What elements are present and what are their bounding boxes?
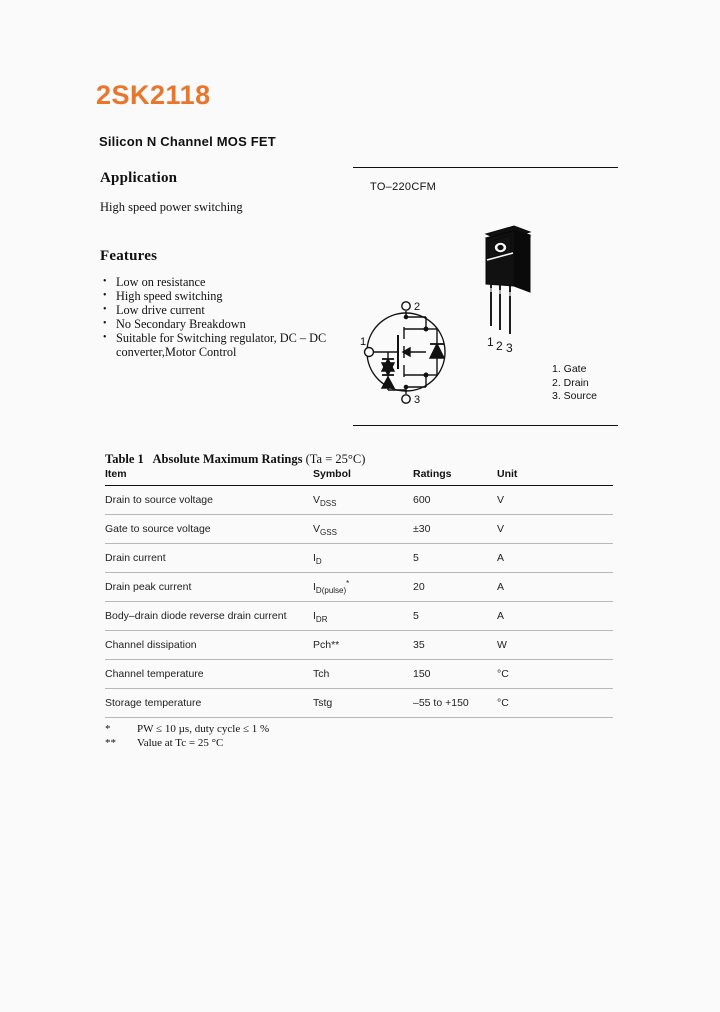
- cell-item: Drain to source voltage: [105, 486, 313, 515]
- page-title: 2SK2118: [96, 80, 211, 110]
- panel-top-divider: [353, 167, 618, 168]
- cell-symbol: Tstg: [313, 689, 413, 718]
- cell-item: Channel dissipation: [105, 631, 313, 660]
- list-item: • Suitable for Switching regulator, DC – DC converter,Motor Control: [102, 332, 352, 359]
- list-item: • Low on resistance: [102, 276, 352, 290]
- pin-legend-item-2: 2. Drain: [552, 376, 589, 389]
- cell-symbol: Tch: [313, 660, 413, 689]
- cell-rating: 20: [413, 573, 497, 602]
- cell-item: Body–drain diode reverse drain current: [105, 602, 313, 631]
- page-subtitle: Silicon N Channel MOS FET: [99, 134, 276, 149]
- package-pin-number-2: 2: [496, 339, 503, 352]
- table-row: [105, 544, 613, 573]
- application-heading: Application: [100, 170, 178, 186]
- cell-rating: 35: [413, 631, 497, 660]
- footnote-text: Value at Tc = 25 °C: [137, 737, 224, 749]
- list-item: • No Secondary Breakdown: [102, 318, 352, 332]
- table-row: [105, 660, 613, 689]
- cell-unit: °C: [497, 689, 613, 718]
- cell-item: Drain current: [105, 544, 313, 573]
- schematic-terminal-1-label: 1: [360, 336, 367, 348]
- cell-symbol: $I_{D(pulse)}^*$: [313, 573, 413, 602]
- cell-rating: 5: [413, 544, 497, 573]
- absolute-maximum-ratings-table: [105, 468, 613, 718]
- table-row: [105, 631, 613, 660]
- footnote-row: [105, 736, 269, 750]
- cell-unit: W: [497, 631, 613, 660]
- features-heading: Features: [100, 248, 158, 264]
- package-outline-drawing: [470, 222, 550, 352]
- cell-unit: V: [497, 515, 613, 544]
- package-pin-number-1: 1: [487, 335, 494, 349]
- panel-bottom-divider: [353, 425, 618, 426]
- column-header-symbol: Symbol: [313, 468, 413, 486]
- cell-symbol: $I_{DR}$: [313, 602, 413, 631]
- cell-item: Drain peak current: [105, 573, 313, 602]
- cell-rating: ±30: [413, 515, 497, 544]
- table-row: [105, 515, 613, 544]
- footnote-mark: *: [105, 723, 111, 735]
- cell-rating: –55 to +150: [413, 689, 497, 718]
- list-item: • Low drive current: [102, 304, 352, 318]
- table-row: [105, 573, 613, 602]
- list-item: • High speed switching: [102, 290, 352, 304]
- cell-unit: A: [497, 573, 613, 602]
- cell-symbol: $V_{DSS}$: [313, 486, 413, 515]
- table-caption: [105, 452, 365, 467]
- package-pin-number-3: 3: [506, 341, 513, 352]
- mosfet-schematic-symbol: [352, 295, 472, 420]
- cell-item: Gate to source voltage: [105, 515, 313, 544]
- table-caption-label: Table 1: [105, 452, 144, 466]
- cell-symbol: $V_{GSS}$: [313, 515, 413, 544]
- table-footnotes: [105, 722, 269, 750]
- column-header-unit: Unit: [497, 468, 613, 486]
- schematic-terminal-2-label: 2: [414, 301, 421, 313]
- schematic-terminal-3-label: 3: [414, 394, 421, 406]
- cell-rating: 150: [413, 660, 497, 689]
- cell-unit: V: [497, 486, 613, 515]
- features-list: [102, 276, 352, 360]
- table-header-row: [105, 468, 613, 486]
- table-caption-title: Absolute Maximum Ratings: [152, 452, 303, 466]
- pin-legend-item-1: 1. Gate: [552, 363, 587, 375]
- package-type-label: TO–220CFM: [370, 181, 437, 193]
- pin-legend: [552, 363, 597, 404]
- application-text: High speed power switching: [100, 200, 243, 214]
- cell-item: Storage temperature: [105, 689, 313, 718]
- column-header-item: Item: [105, 468, 313, 486]
- cell-rating: 600: [413, 486, 497, 515]
- cell-symbol: Pch**: [313, 631, 413, 660]
- footnote-text: PW ≤ 10 µs, duty cycle ≤ 1 %: [137, 723, 270, 735]
- footnote-mark: **: [105, 737, 116, 749]
- column-header-ratings: Ratings: [413, 468, 497, 486]
- table-caption-condition: (Ta = 25°C): [305, 452, 366, 466]
- cell-unit: A: [497, 602, 613, 631]
- cell-item: Channel temperature: [105, 660, 313, 689]
- cell-symbol: $I_D$: [313, 544, 413, 573]
- cell-unit: °C: [497, 660, 613, 689]
- cell-unit: A: [497, 544, 613, 573]
- table-row: [105, 689, 613, 718]
- table-row: [105, 602, 613, 631]
- pin-legend-item-3: 3. Source: [552, 390, 597, 402]
- cell-rating: 5: [413, 602, 497, 631]
- table-row: [105, 486, 613, 515]
- footnote-row: [105, 722, 269, 736]
